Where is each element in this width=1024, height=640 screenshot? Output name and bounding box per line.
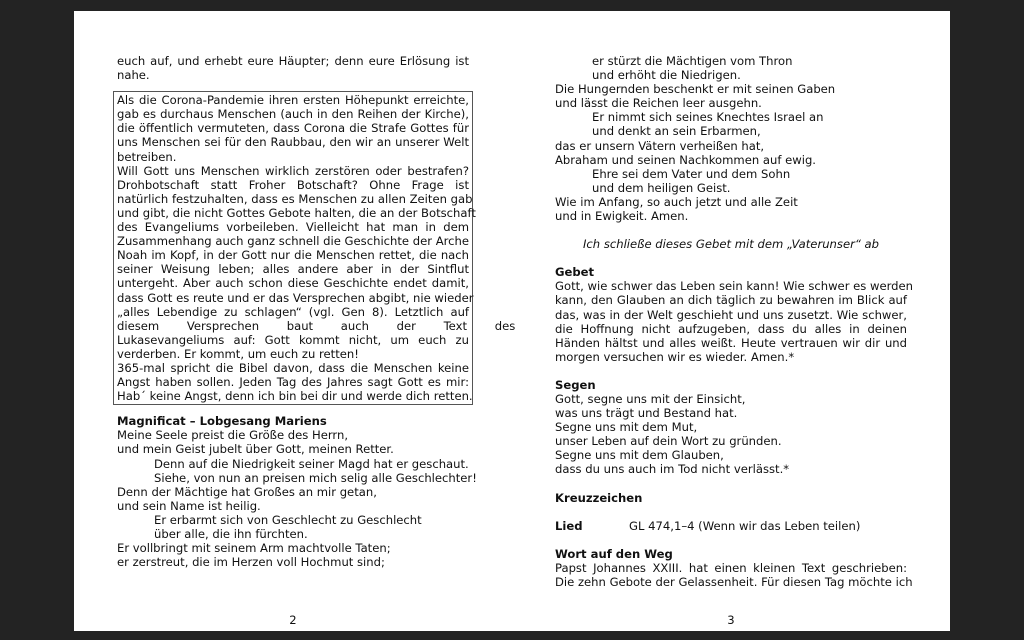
segen-line: Segne uns mit dem Glauben, (555, 448, 724, 463)
corona-reflection-box (113, 91, 516, 405)
gebet-line: das, was in der Welt geschieht und uns zusetzt. Wie schwer, (555, 307, 907, 322)
magnificat-line: er zerstreut, die im Herzen voll Hochmut sind; (117, 555, 385, 570)
magnificat-line: und sein Name ist heilig. (117, 498, 261, 513)
box-line: gab es durchaus Menschen (auch in den Reihen der Kirche), (117, 107, 469, 122)
magnificat-line: Wie im Anfang, so auch jetzt und alle Zeit (555, 194, 798, 209)
box-line: uns Menschen sei für den Raubbau, den wir an unserer Welt (117, 135, 469, 150)
segen-line: Gott, segne uns mit der Einsicht, (555, 391, 746, 406)
magnificat-line: Er nimmt sich seines Knechtes Israel an (592, 110, 824, 125)
box-line: Hab´ keine Angst, denn ich bin bei dir und werde dich retten. (117, 389, 473, 404)
segen-heading: Segen (555, 377, 596, 392)
box-line: betreiben. (117, 149, 177, 164)
left-column (117, 54, 516, 570)
magnificat-line: er stürzt die Mächtigen vom Thron (592, 54, 793, 68)
box-line: verderben. Er kommt, um euch zu retten! (117, 346, 359, 361)
gebet-line: die Hoffnung nicht aufzugeben, dass du alles in deinen (555, 321, 907, 336)
wort-line: Die zehn Gebote der Gelassenheit. Für diesen Tag möchte ich (555, 574, 913, 589)
segen-line: dass du uns auch im Tod nicht verlässt.* (555, 462, 790, 477)
wort-heading: Wort auf den Weg (555, 546, 673, 561)
wort-line: Papst Johannes XXIII. hat einen kleinen Text geschrieben: (555, 560, 907, 575)
magnificat-line: und erhöht die Niedrigen. (592, 68, 741, 83)
segen-line: was uns trägt und Bestand hat. (555, 406, 738, 421)
magnificat-line: Ehre sei dem Vater und dem Sohn (592, 166, 791, 181)
text-line: nahe. (117, 68, 150, 83)
lied-row (555, 519, 907, 533)
magnificat-line: Denn der Mächtige hat Großes an mir getan, (117, 484, 377, 499)
right-column (555, 54, 914, 589)
magnificat-line: Er vollbringt mit seinem Arm machtvolle Taten; (117, 541, 391, 556)
gebet-line: Gott, wie schwer das Leben sein kann! Wie schwer es werden (555, 279, 914, 294)
box-line: „alles Lebendige zu schlagen“ (vgl. Gen 8). Letztlich auf (117, 304, 469, 319)
magnificat-line: Denn auf die Niedrigkeit seiner Magd hat er geschaut. (154, 456, 469, 471)
lied-label: Lied (555, 518, 583, 533)
box-line: 365-mal spricht die Bibel davon, dass die Menschen keine (117, 360, 469, 375)
vaterunser-note: Ich schließe dieses Gebet mit dem „Vaterunser“ ab (583, 237, 879, 252)
box-line: diesem Versprechen baut auch der Text des (117, 318, 516, 333)
gebet-line: Händen hältst und alles weißt. Heute vertrauen wir dir und (555, 335, 907, 350)
box-line: natürlich festzuhalten, dass es Menschen zu allen Zeiten gab (117, 191, 473, 206)
box-line: dass Gott es reute und er das Versprechen abgibt, nie wieder (117, 290, 474, 305)
magnificat-heading: Magnificat – Lobgesang Mariens (117, 414, 327, 429)
gebet-line: morgen versuchen wir es wieder. Amen.* (555, 349, 795, 364)
document-spread (74, 11, 950, 631)
magnificat-line: das er unsern Vätern verheißen hat, (555, 138, 765, 153)
box-line: des Evangeliums vorbeileben. Vielleicht hat man in dem (117, 220, 469, 235)
text-line: euch auf, und erhebt eure Häupter; denn eure Erlösung ist (117, 54, 469, 68)
magnificat-line: über alle, die ihn fürchten. (154, 527, 308, 541)
page-right (512, 11, 950, 631)
page-number: 2 (289, 613, 297, 627)
gebet-heading: Gebet (555, 265, 595, 280)
magnificat-line: und dem heiligen Geist. (592, 180, 731, 195)
magnificat-line: Meine Seele preist die Größe des Herrn, (117, 428, 349, 443)
kreuzzeichen-heading: Kreuzzeichen (555, 490, 643, 505)
box-line: und gibt, die nicht Gottes Gebote halten, die an der Botschaft (117, 205, 476, 220)
gebet-line: kann, den Glauben an dich täglich zu bewahren im Blick auf (555, 293, 907, 308)
box-line: die öffentlich vermuteten, dass Corona die Strafe Gottes für (117, 121, 469, 136)
magnificat-line: Siehe, von nun an preisen mich selig alle Geschlechter! (154, 470, 477, 485)
page-number: 3 (727, 613, 735, 627)
box-line: Angst haben sollen. Jeden Tag des Jahres sagt Gott es mir: (117, 375, 469, 390)
magnificat-line: Er erbarmt sich von Geschlecht zu Geschlecht (154, 512, 422, 527)
box-line: Drohbotschaft statt Froher Botschaft? Ohne Frage ist (117, 177, 469, 192)
box-line: seiner Weisung leben; alles andere aber in der Sintflut (117, 262, 469, 277)
box-line: Als die Corona-Pandemie ihren ersten Höhepunkt erreichte, (117, 93, 469, 108)
magnificat-line: und in Ewigkeit. Amen. (555, 209, 689, 224)
magnificat-line: und denkt an sein Erbarmen, (592, 124, 761, 139)
box-line: Noah im Kopf, in der Gott nur die Menschen rettet, die nach (117, 248, 469, 263)
magnificat-line: und lässt die Reichen leer ausgehn. (555, 96, 762, 111)
magnificat-line: Die Hungernden beschenkt er mit seinen Gaben (555, 82, 836, 97)
segen-line: unser Leben auf dein Wort zu gründen. (555, 434, 782, 449)
page-left (74, 11, 516, 631)
box-line: Will Gott uns Menschen wirklich zerstören oder bestrafen? (117, 163, 469, 178)
box-line: Lukasevangeliums auf: Gott kommt nicht, um euch zu (117, 332, 469, 347)
box-line: untergeht. Aber auch schon diese Geschichte endet damit, (117, 276, 469, 291)
box-line: Zusammenhang auch ganz schnell die Geschichte der Arche (117, 234, 469, 249)
magnificat-line: und mein Geist jubelt über Gott, meinen Retter. (117, 442, 394, 457)
segen-line: Segne uns mit dem Mut, (555, 420, 698, 435)
lied-text: GL 474,1–4 (Wenn wir das Leben teilen) (629, 518, 861, 533)
magnificat-line: Abraham und seinen Nachkommen auf ewig. (555, 152, 816, 167)
